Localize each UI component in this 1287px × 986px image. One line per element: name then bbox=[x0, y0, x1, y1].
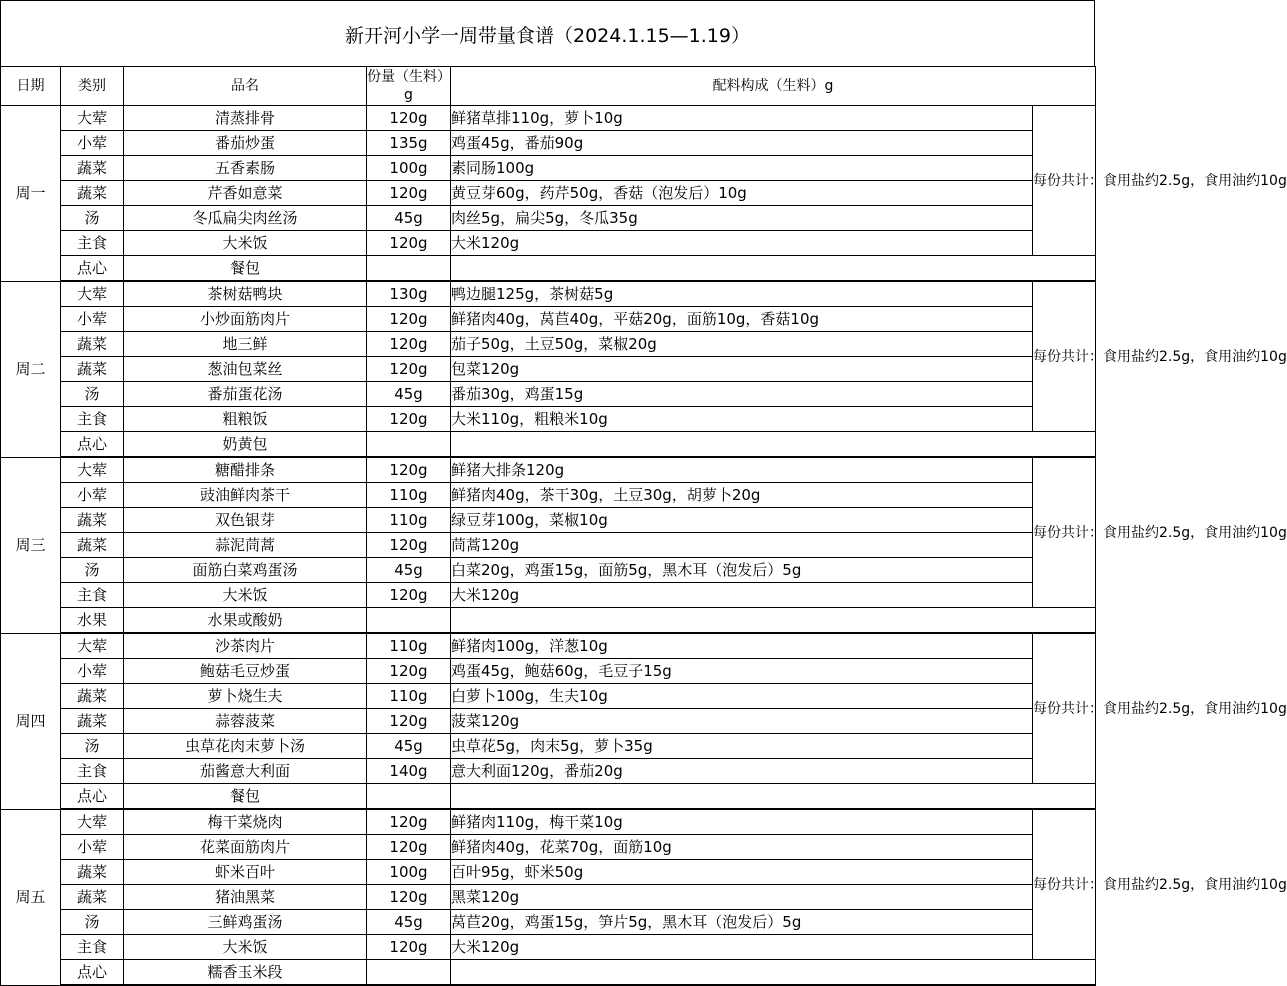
category-cell: 蔬菜 bbox=[61, 709, 124, 734]
quantity-cell: 100g bbox=[367, 156, 451, 181]
dish-cell: 蒜泥茼蒿 bbox=[124, 533, 367, 558]
ingredients-cell: 大米120g bbox=[451, 935, 1033, 960]
category-cell: 蔬菜 bbox=[61, 533, 124, 558]
dish-cell: 葱油包菜丝 bbox=[124, 357, 367, 382]
table-row bbox=[1, 382, 1096, 407]
ingredients-cell bbox=[451, 432, 1096, 458]
day-label: 周一 bbox=[1, 106, 61, 282]
table-row bbox=[1, 910, 1096, 935]
nutrition-note: 每份共计：食用盐约2.5g，食用油约10g bbox=[1033, 281, 1096, 432]
ingredients-cell: 意大利面120g，番茄20g bbox=[451, 759, 1033, 784]
table-row bbox=[1, 156, 1096, 181]
ingredients-cell: 素同肠100g bbox=[451, 156, 1033, 181]
dish-cell: 大米饭 bbox=[124, 935, 367, 960]
menu-table bbox=[0, 66, 1287, 986]
dish-cell: 餐包 bbox=[124, 784, 367, 810]
ingredients-cell: 鲜猪肉40g，茶干30g，土豆30g，胡萝卜20g bbox=[451, 483, 1033, 508]
table-row bbox=[1, 432, 1096, 458]
header-row bbox=[1, 67, 1096, 106]
ingredients-cell: 绿豆芽100g，菜椒10g bbox=[451, 508, 1033, 533]
ingredients-cell: 鸡蛋45g，番茄90g bbox=[451, 131, 1033, 156]
ingredients-cell: 菠菜120g bbox=[451, 709, 1033, 734]
category-cell: 蔬菜 bbox=[61, 508, 124, 533]
dish-cell: 双色银芽 bbox=[124, 508, 367, 533]
ingredients-cell: 鲜猪肉110g，梅干菜10g bbox=[451, 809, 1033, 835]
dish-cell: 茄酱意大利面 bbox=[124, 759, 367, 784]
table-row bbox=[1, 860, 1096, 885]
dish-cell: 鲍菇毛豆炒蛋 bbox=[124, 659, 367, 684]
quantity-cell: 120g bbox=[367, 835, 451, 860]
quantity-cell bbox=[367, 784, 451, 810]
dish-cell: 小炒面筋肉片 bbox=[124, 307, 367, 332]
table-row bbox=[1, 885, 1096, 910]
category-cell: 主食 bbox=[61, 583, 124, 608]
quantity-cell: 120g bbox=[367, 809, 451, 835]
table-row bbox=[1, 106, 1096, 131]
category-cell: 蔬菜 bbox=[61, 156, 124, 181]
table-row bbox=[1, 734, 1096, 759]
quantity-cell: 120g bbox=[367, 357, 451, 382]
dish-cell: 清蒸排骨 bbox=[124, 106, 367, 131]
dish-cell: 番茄蛋花汤 bbox=[124, 382, 367, 407]
category-cell: 汤 bbox=[61, 206, 124, 231]
ingredients-cell: 大米120g bbox=[451, 583, 1033, 608]
ingredients-cell: 大米120g bbox=[451, 231, 1033, 256]
table-row bbox=[1, 407, 1096, 432]
dish-cell: 梅干菜烧肉 bbox=[124, 809, 367, 835]
category-cell: 大荤 bbox=[61, 106, 124, 131]
table-row bbox=[1, 357, 1096, 382]
quantity-cell: 45g bbox=[367, 382, 451, 407]
dish-cell: 虫草花肉末萝卜汤 bbox=[124, 734, 367, 759]
ingredients-cell: 黄豆芽60g，药芹50g，香菇（泡发后）10g bbox=[451, 181, 1033, 206]
quantity-cell: 120g bbox=[367, 533, 451, 558]
table-row bbox=[1, 281, 1096, 307]
category-cell: 点心 bbox=[61, 432, 124, 458]
dish-cell: 沙茶肉片 bbox=[124, 633, 367, 659]
table-row bbox=[1, 131, 1096, 156]
category-cell: 蔬菜 bbox=[61, 885, 124, 910]
quantity-cell: 110g bbox=[367, 508, 451, 533]
table-row bbox=[1, 709, 1096, 734]
header-category: 类别 bbox=[61, 67, 124, 106]
quantity-cell bbox=[367, 256, 451, 282]
table-row bbox=[1, 307, 1096, 332]
quantity-cell: 130g bbox=[367, 281, 451, 307]
ingredients-cell bbox=[451, 256, 1096, 282]
quantity-cell: 120g bbox=[367, 583, 451, 608]
quantity-cell: 45g bbox=[367, 734, 451, 759]
dish-cell: 蒜蓉菠菜 bbox=[124, 709, 367, 734]
ingredients-cell bbox=[451, 784, 1096, 810]
category-cell: 主食 bbox=[61, 407, 124, 432]
category-cell: 主食 bbox=[61, 231, 124, 256]
category-cell: 蔬菜 bbox=[61, 860, 124, 885]
day-label: 周三 bbox=[1, 457, 61, 633]
table-row bbox=[1, 633, 1096, 659]
table-row bbox=[1, 533, 1096, 558]
category-cell: 汤 bbox=[61, 558, 124, 583]
table-row bbox=[1, 583, 1096, 608]
quantity-cell bbox=[367, 432, 451, 458]
table-row bbox=[1, 684, 1096, 709]
table-row bbox=[1, 835, 1096, 860]
category-cell: 蔬菜 bbox=[61, 332, 124, 357]
header-dish: 品名 bbox=[124, 67, 367, 106]
table-row bbox=[1, 784, 1096, 810]
table-row bbox=[1, 181, 1096, 206]
dish-cell: 餐包 bbox=[124, 256, 367, 282]
table-row bbox=[1, 960, 1096, 986]
quantity-cell: 45g bbox=[367, 206, 451, 231]
quantity-cell: 45g bbox=[367, 910, 451, 935]
category-cell: 小荤 bbox=[61, 659, 124, 684]
ingredients-cell: 黑菜120g bbox=[451, 885, 1033, 910]
quantity-cell: 120g bbox=[367, 332, 451, 357]
ingredients-cell bbox=[451, 960, 1096, 986]
category-cell: 大荤 bbox=[61, 281, 124, 307]
dish-cell: 猪油黑菜 bbox=[124, 885, 367, 910]
ingredients-cell: 百叶95g，虾米50g bbox=[451, 860, 1033, 885]
quantity-cell: 120g bbox=[367, 885, 451, 910]
ingredients-cell: 虫草花5g，肉末5g，萝卜35g bbox=[451, 734, 1033, 759]
quantity-cell: 140g bbox=[367, 759, 451, 784]
dish-cell: 面筋白菜鸡蛋汤 bbox=[124, 558, 367, 583]
quantity-cell: 110g bbox=[367, 684, 451, 709]
category-cell: 点心 bbox=[61, 256, 124, 282]
dish-cell: 虾米百叶 bbox=[124, 860, 367, 885]
category-cell: 大荤 bbox=[61, 809, 124, 835]
category-cell: 蔬菜 bbox=[61, 684, 124, 709]
quantity-cell: 120g bbox=[367, 659, 451, 684]
ingredients-cell: 鸡蛋45g，鲍菇60g，毛豆子15g bbox=[451, 659, 1033, 684]
page-title: 新开河小学一周带量食谱（2024.1.15—1.19） bbox=[0, 0, 1095, 67]
quantity-cell: 120g bbox=[367, 307, 451, 332]
quantity-cell: 120g bbox=[367, 106, 451, 131]
table-row bbox=[1, 809, 1096, 835]
category-cell: 点心 bbox=[61, 960, 124, 986]
quantity-cell: 120g bbox=[367, 181, 451, 206]
table-row bbox=[1, 558, 1096, 583]
ingredients-cell: 鸭边腿125g，茶树菇5g bbox=[451, 281, 1033, 307]
header-quantity-line1: 份量（生料） bbox=[367, 69, 451, 85]
category-cell: 汤 bbox=[61, 910, 124, 935]
ingredients-cell: 白萝卜100g，生夫10g bbox=[451, 684, 1033, 709]
category-cell: 小荤 bbox=[61, 835, 124, 860]
dish-cell: 地三鲜 bbox=[124, 332, 367, 357]
day-label: 周二 bbox=[1, 281, 61, 457]
ingredients-cell: 白菜20g，鸡蛋15g，面筋5g，黑木耳（泡发后）5g bbox=[451, 558, 1033, 583]
table-row bbox=[1, 206, 1096, 231]
ingredients-cell: 鲜猪肉100g，洋葱10g bbox=[451, 633, 1033, 659]
dish-cell: 冬瓜扁尖肉丝汤 bbox=[124, 206, 367, 231]
quantity-cell: 120g bbox=[367, 407, 451, 432]
header-quantity bbox=[367, 67, 451, 106]
category-cell: 蔬菜 bbox=[61, 357, 124, 382]
header-quantity-line2: g bbox=[404, 87, 413, 103]
quantity-cell: 120g bbox=[367, 457, 451, 483]
table-row bbox=[1, 457, 1096, 483]
ingredients-cell: 肉丝5g，扁尖5g，冬瓜35g bbox=[451, 206, 1033, 231]
ingredients-cell: 莴苣20g，鸡蛋15g，笋片5g，黑木耳（泡发后）5g bbox=[451, 910, 1033, 935]
category-cell: 汤 bbox=[61, 382, 124, 407]
dish-cell: 萝卜烧生夫 bbox=[124, 684, 367, 709]
dish-cell: 大米饭 bbox=[124, 231, 367, 256]
ingredients-cell: 茄子50g，土豆50g，菜椒20g bbox=[451, 332, 1033, 357]
quantity-cell: 45g bbox=[367, 558, 451, 583]
day-label: 周四 bbox=[1, 633, 61, 809]
category-cell: 汤 bbox=[61, 734, 124, 759]
category-cell: 小荤 bbox=[61, 483, 124, 508]
table-row bbox=[1, 256, 1096, 282]
dish-cell: 粗粮饭 bbox=[124, 407, 367, 432]
nutrition-note: 每份共计：食用盐约2.5g，食用油约10g bbox=[1033, 809, 1096, 960]
dish-cell: 芹香如意菜 bbox=[124, 181, 367, 206]
table-row bbox=[1, 483, 1096, 508]
table-row bbox=[1, 332, 1096, 357]
category-cell: 主食 bbox=[61, 759, 124, 784]
category-cell: 大荤 bbox=[61, 633, 124, 659]
quantity-cell: 100g bbox=[367, 860, 451, 885]
category-cell: 点心 bbox=[61, 784, 124, 810]
quantity-cell: 110g bbox=[367, 483, 451, 508]
menu-body bbox=[1, 106, 1287, 986]
table-row bbox=[1, 935, 1096, 960]
category-cell: 小荤 bbox=[61, 307, 124, 332]
table-row bbox=[1, 231, 1096, 256]
dish-cell: 三鲜鸡蛋汤 bbox=[124, 910, 367, 935]
dish-cell: 花菜面筋肉片 bbox=[124, 835, 367, 860]
table-row bbox=[1, 659, 1096, 684]
dish-cell: 大米饭 bbox=[124, 583, 367, 608]
category-cell: 蔬菜 bbox=[61, 181, 124, 206]
day-label: 周五 bbox=[1, 809, 61, 985]
ingredients-cell: 鲜猪草排110g，萝卜10g bbox=[451, 106, 1033, 131]
category-cell: 主食 bbox=[61, 935, 124, 960]
ingredients-cell: 鲜猪肉40g，莴苣40g，平菇20g，面筋10g，香菇10g bbox=[451, 307, 1033, 332]
header-day: 日期 bbox=[1, 67, 61, 106]
header-ingredients: 配料构成（生料）g bbox=[451, 67, 1096, 106]
ingredients-cell: 茼蒿120g bbox=[451, 533, 1033, 558]
quantity-cell bbox=[367, 960, 451, 986]
dish-cell: 豉油鲜肉茶干 bbox=[124, 483, 367, 508]
nutrition-note: 每份共计：食用盐约2.5g，食用油约10g bbox=[1033, 633, 1096, 784]
category-cell: 小荤 bbox=[61, 131, 124, 156]
dish-cell: 茶树菇鸭块 bbox=[124, 281, 367, 307]
ingredients-cell bbox=[451, 608, 1096, 634]
quantity-cell: 120g bbox=[367, 709, 451, 734]
dish-cell: 糯香玉米段 bbox=[124, 960, 367, 986]
ingredients-cell: 大米110g，粗粮米10g bbox=[451, 407, 1033, 432]
nutrition-note: 每份共计：食用盐约2.5g，食用油约10g bbox=[1033, 106, 1096, 256]
table-row bbox=[1, 608, 1096, 634]
ingredients-cell: 番茄30g，鸡蛋15g bbox=[451, 382, 1033, 407]
ingredients-cell: 鲜猪肉40g，花菜70g，面筋10g bbox=[451, 835, 1033, 860]
nutrition-note: 每份共计：食用盐约2.5g，食用油约10g bbox=[1033, 457, 1096, 608]
dish-cell: 奶黄包 bbox=[124, 432, 367, 458]
table-row bbox=[1, 508, 1096, 533]
dish-cell: 糖醋排条 bbox=[124, 457, 367, 483]
dish-cell: 番茄炒蛋 bbox=[124, 131, 367, 156]
quantity-cell: 120g bbox=[367, 935, 451, 960]
ingredients-cell: 包菜120g bbox=[451, 357, 1033, 382]
category-cell: 大荤 bbox=[61, 457, 124, 483]
quantity-cell: 135g bbox=[367, 131, 451, 156]
ingredients-cell: 鲜猪大排条120g bbox=[451, 457, 1033, 483]
dish-cell: 水果或酸奶 bbox=[124, 608, 367, 634]
table-row bbox=[1, 759, 1096, 784]
quantity-cell: 110g bbox=[367, 633, 451, 659]
dish-cell: 五香素肠 bbox=[124, 156, 367, 181]
category-cell: 水果 bbox=[61, 608, 124, 634]
quantity-cell: 120g bbox=[367, 231, 451, 256]
quantity-cell bbox=[367, 608, 451, 634]
